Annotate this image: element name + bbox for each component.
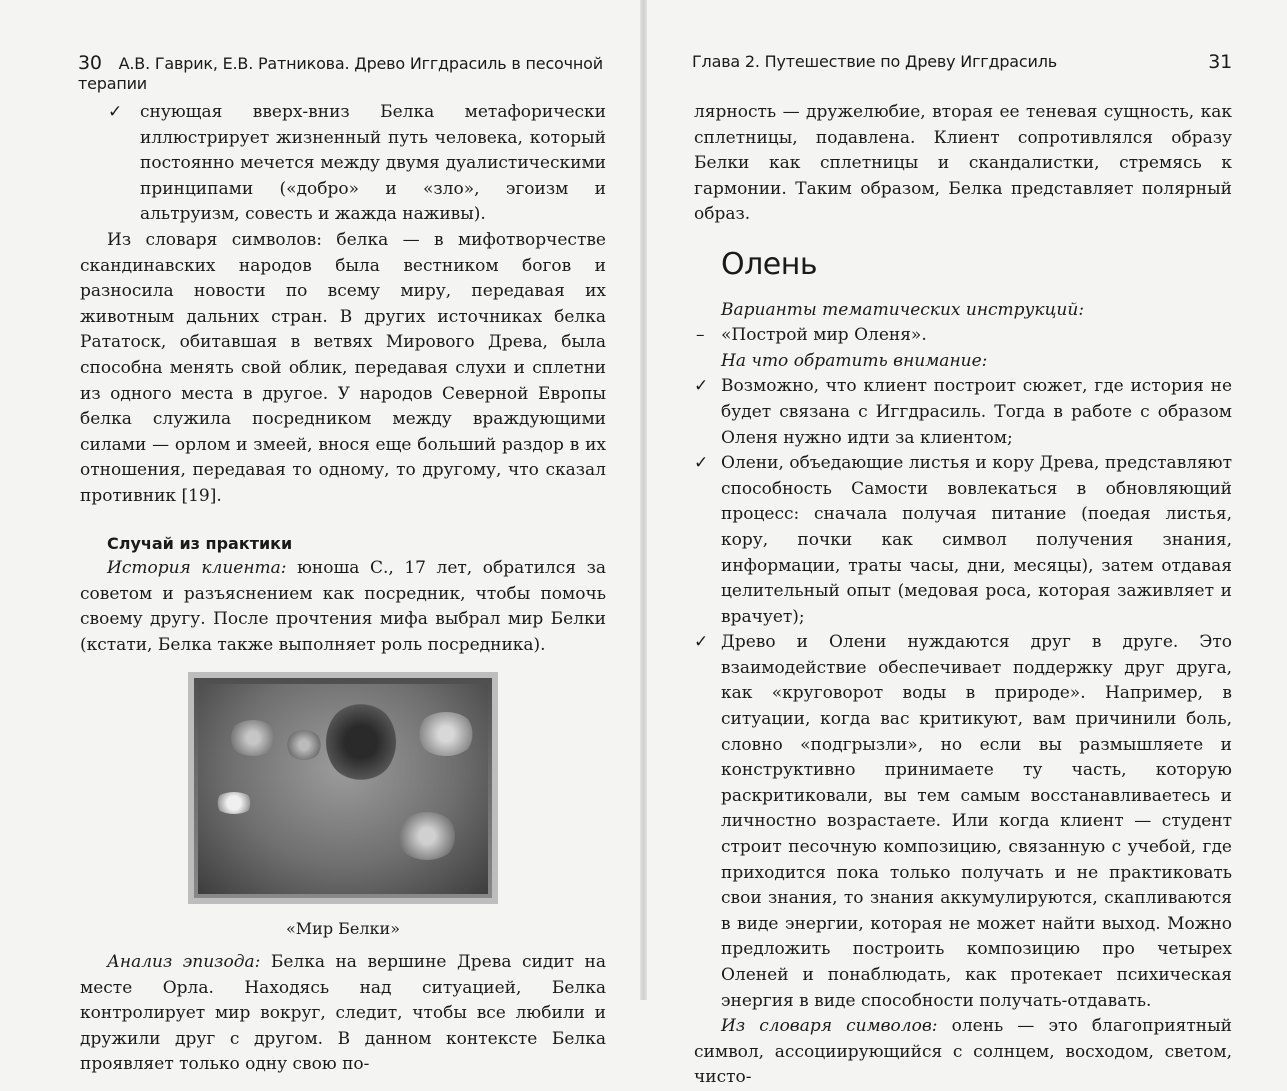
instruction-text: «Построй мир Оленя». (721, 325, 927, 346)
client-history-text: юноша С., 17 лет, обратился за советом и разъяснением как посредник, чтобы помочь своему другу. После прочтения мифа выбрал мир Белки (кстати, Белка также выполняет роль посредника). (80, 558, 607, 655)
analysis-label: Анализ эпизода: (107, 952, 261, 973)
right-page (645, 0, 1287, 1088)
analysis-text: Белка на вершине Древа сидит на месте Орла. Находясь над ситуацией, Белка контролирует мир вокруг, следит, чтобы все любили и дружили друг с другом. В данном контексте Белка проявляет только одну свою по- (80, 952, 607, 1075)
running-head-right (692, 52, 1232, 71)
deer-symbols-paragraph (694, 1014, 1232, 1091)
page-number-right: 31 (1208, 51, 1232, 73)
client-history-paragraph (80, 556, 606, 658)
analysis-paragraph (80, 950, 606, 1078)
deer-symbols-text: олень — это благоприятный символ, ассоциирующийся с солнцем, восходом, светом, чисто- (694, 1016, 1233, 1088)
symbols-paragraph: Из словаря символов: белка — в мифотворчестве скандинавских народов была вестником богов и разносила новости по всему миру, передавая их животным дальних стран. В других источниках белка Рататоск, обитавшая в ветвях Мирового Древа, была способна менять свой облик, передавая слухи и сплетни из одного места в другое. У народов Северной Европы белка служила посредником между враждующими силами — орлом и змеей, внося еще больший раздор в их отношения, передавая то одному, то другому, что сказал противник [19]. (80, 229, 606, 506)
running-head-left-text: А.В. Гаврик, Е.В. Ратникова. Древо Иггдрасиль в песочной терапии (78, 54, 603, 93)
deer-symbols-label: Из словаря символов: (721, 1016, 938, 1037)
right-body (694, 100, 1232, 1091)
check-item-3: ✓ Древо и Олени нуждаются друг в друге. Это взаимодействие обеспечивает поддержку друг друга, как «круговорот воды в природе». Например, в ситуации, когда вас критикуют, вам причинили боль, словно «подгрызли», но если вы размышляете и конструктивно принимаете ту часть, которую раскритиковали, вы тем самым восстанавливаетесь и личностно возрастаете. Или когда клиент — студент строит песочную композицию, связанную с учебой, где приходится пока только получать и не практиковать свои знания, то знания аккумулируются, скапливаются в виде энергии, которая не может найти выход. Можно предложить построить композицию про четырех Оленей и понаблюдать, как протекает психическая энергия в виде способности получать-отдавать. (694, 630, 1232, 1014)
dash-mark: – (696, 325, 705, 346)
plant-figure (326, 702, 396, 782)
variants-label: Варианты тематических инструкций: (721, 299, 1085, 320)
running-head-left (78, 52, 642, 93)
client-history-label: История клиента: (107, 558, 287, 579)
check-item-1: ✓ Возможно, что клиент построит сюжет, где история не будет связана с Иггдрасиль. Тогда в работе с образом Оленя нужно идти за клиентом; (694, 374, 1232, 451)
section-heading: Олень (721, 246, 818, 282)
page-number-left: 30 (78, 52, 102, 74)
bullet-continuation: ✓ снующая вверх-вниз Белка метафорически иллюстрирует жизненный путь человека, который постоянно мечется между двумя дуалистическими принципами («добро» и «зло», эгоизм и альтруизм, совесть и жажда наживы). (80, 100, 606, 228)
case-heading: Случай из практики (107, 533, 293, 553)
left-body (80, 100, 606, 1078)
instruction-item (694, 323, 1232, 349)
sandtray-photo (188, 672, 498, 904)
continuation-paragraph: лярность — дружелюбие, вторая ее теневая сущность, как сплетницы, подавлена. Клиент сопротивлялся образу Белки как сплетницы и скандалистки, стремясь к гармонии. Таким образом, Белка представляет полярный образ. (694, 102, 1232, 225)
attention-label: На что обратить внимание: (721, 350, 988, 371)
figure-caption: «Мир Белки» (285, 919, 400, 939)
left-page (0, 0, 642, 1075)
running-head-right-text: Глава 2. Путешествие по Древу Иггдрасиль (692, 52, 1057, 71)
check-item-2: ✓ Олени, объедающие листья и кору Древа, представляют способность Самости вовлекаться в обновляющий процесс: сначала получая питание (поедая листья, кору, почки как символ получения знания, информации, траты часы, дни, месяцы), затем отдавая целительный опыт (медовая роса, которая заживляет и врачует); (694, 451, 1232, 630)
